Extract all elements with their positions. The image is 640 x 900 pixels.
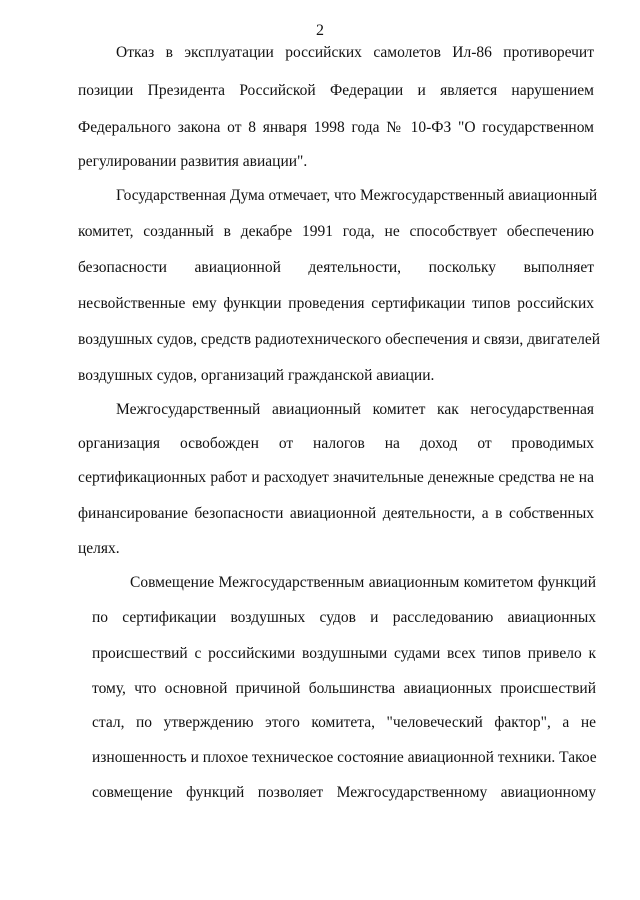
text-line: совмещение функций позволяет Межгосударственному авиационному: [92, 784, 596, 801]
text-line: Государственная Дума отмечает, что Межгосударственный авиационный: [116, 187, 598, 204]
text-line: воздушных судов, организаций гражданской авиации.: [78, 367, 435, 384]
text-line: происшествий с российскими воздушными судами всех типов привело к: [92, 645, 596, 662]
text-line: Межгосударственный авиационный комитет как негосударственная: [116, 401, 594, 418]
text-line: позиции Президента Российской Федерации и является нарушением: [78, 82, 594, 99]
text-line: организация освобожден от налогов на доход от проводимых: [78, 435, 594, 452]
page-number: 2: [316, 22, 324, 39]
text-line: Федерального закона от 8 января 1998 года № 10-ФЗ "О государственном: [78, 119, 594, 136]
text-line: Совмещение Межгосударственным авиационным комитетом функций: [130, 574, 596, 591]
text-line: комитет, созданный в декабре 1991 года, не способствует обеспечению: [78, 223, 594, 240]
text-line: тому, что основной причиной большинства авиационных происшествий: [92, 680, 596, 697]
text-line: сертификационных работ и расходует значительные денежные средства не на: [78, 469, 594, 486]
text-line: воздушных судов, средств радиотехнического обеспечения и связи, двигателей: [78, 331, 601, 348]
text-line: финансирование безопасности авиационной деятельности, а в собственных: [78, 505, 594, 522]
text-line: несвойственные ему функции проведения сертификации типов российских: [78, 295, 594, 312]
text-line: по сертификации воздушных судов и расследованию авиационных: [92, 609, 596, 626]
text-line: изношенность и плохое техническое состояние авиационной техники. Такое: [92, 749, 597, 766]
text-line: целях.: [78, 540, 120, 557]
text-line: стал, по утверждению этого комитета, "человеческий фактор", а не: [92, 714, 596, 731]
text-line: безопасности авиационной деятельности, поскольку выполняет: [78, 259, 594, 276]
text-line: Отказ в эксплуатации российских самолетов Ил-86 противоречит: [116, 44, 594, 61]
text-line: регулировании развития авиации".: [78, 153, 308, 170]
